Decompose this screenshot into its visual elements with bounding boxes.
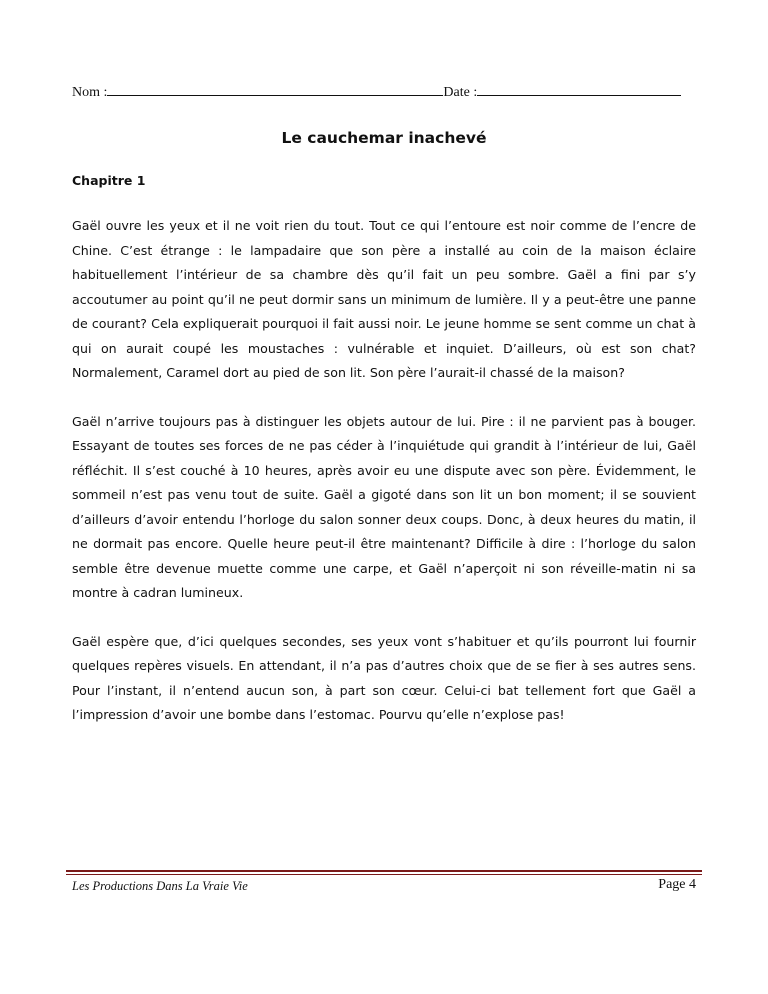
document-title: Le cauchemar inachevé: [281, 129, 487, 147]
paragraph-3: Gaël espère que, d’ici quelques secondes, ses yeux vont s’habituer et qu’ils pourront lui fournir quelques repères visuels. En attendant, il n’a pas d’autres choix que de se fier à ses autres sens. Pour l’instant, il n’entend aucun son, à part son cœur. Celui-ci bat tellement fort que Gaël a l’impression d’avoir une bombe dans l’estomac. Pourvu qu’elle n’explose pas!: [72, 633, 696, 722]
name-date-line: [72, 82, 696, 102]
name-label: Nom :: [72, 85, 108, 100]
footer-publisher: Les Productions Dans La Vraie Vie: [72, 879, 248, 893]
name-blank: [107, 82, 443, 96]
footer-divider: [66, 870, 702, 872]
date-blank: [477, 82, 681, 96]
date-label: Date :: [443, 85, 478, 100]
paragraph-2: Gaël n’arrive toujours pas à distinguer les objets autour de lui. Pire : il ne parvient pas à bouger. Essayant de toutes ses forces de ne pas céder à l’inquiétude qui grandit à l’intérieur de lui, Gaël réfléchit. Il s’est couché à 10 heures, après avoir eu une dispute avec son père. Évidemment, le sommeil n’est pas venu tout de suite. Gaël a gigoté dans son lit un bon moment; il se souvient d’ailleurs d’avoir entendu l’horloge du salon sonner deux coups. Donc, à deux heures du matin, il ne dormait pas encore. Quelle heure peut-il être maintenant? Difficile à dire : l’horloge du salon semble être devenue muette comme une carpe, et Gaël n’aperçoit ni son réveille-matin ni sa montre à cadran lumineux.: [72, 413, 696, 600]
paragraph-1: Gaël ouvre les yeux et il ne voit rien du tout. Tout ce qui l’entoure est noir comme de l’encre de Chine. C’est étrange : le lampadaire que son père a installé au coin de la maison éclaire habituellement l’intérieur de sa chambre dès qu’il fait un peu sombre. Gaël a fini par s’y accoutumer au point qu’il ne peut dormir sans un minimum de lumière. Il y a peut-être une panne de courant? Cela expliquerait pourquoi il fait aussi noir. Le jeune homme se sent comme un chat à qui on aurait coupé les moustaches : vulnérable et inquiet. D’ailleurs, où est son chat? Normalement, Caramel dort au pied de son lit. Son père l’aurait-il chassé de la maison?: [72, 218, 696, 380]
chapter-heading: Chapitre 1: [72, 173, 146, 188]
page-number: Page 4: [658, 877, 696, 892]
story-body: [72, 214, 696, 752]
